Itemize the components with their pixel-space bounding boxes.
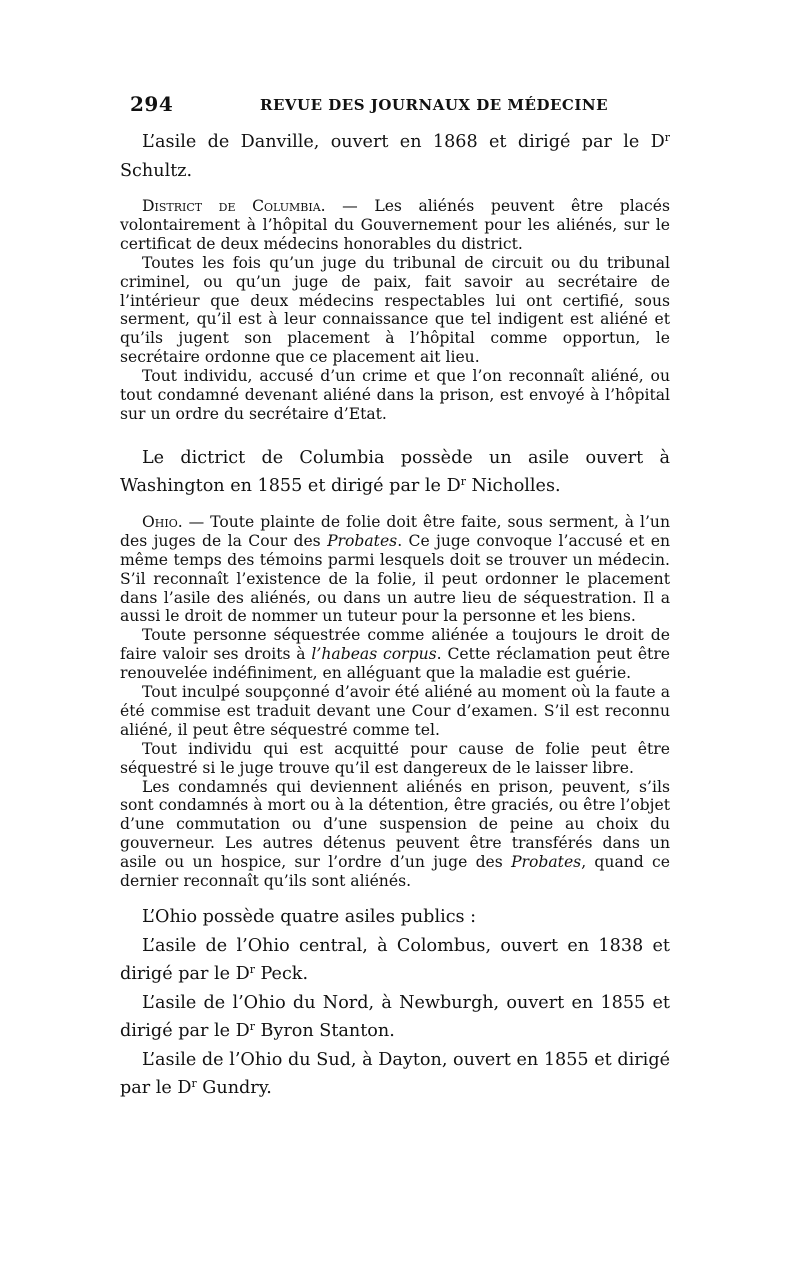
text: L’asile de l’Ohio du Sud, à Dayton, ouvert en 1855 et dirigé par le D [120, 1049, 670, 1098]
paragraph-columbia-1 [120, 197, 670, 254]
italic-text: Probates [327, 531, 398, 550]
text: Le dictrict de Columbia possède un asile ouvert à Washington en 1855 et dirigé par le D [120, 447, 670, 497]
superscript: r [191, 1077, 197, 1090]
text: L’asile de Danville, ouvert en 1868 et dirigé par le D [142, 132, 665, 152]
paragraph-ohio-5 [120, 778, 670, 891]
text: — Toute plainte de folie doit être faite, sous serment, à l’un des juges de la Cour des [120, 512, 670, 550]
superscript: r [460, 475, 466, 489]
superscript: r [249, 1020, 255, 1033]
superscript: r [249, 963, 255, 976]
text: . Cette réclamation peut être renouvelée indéfiniment, en alléguant que la maladie est guérie. [120, 645, 671, 683]
text: — Les aliénés peuvent être placés volontairement à l’hôpital du Gouvernement pour les aliénés, sur le certificat de deux médecins honorables du district. [120, 197, 670, 253]
paragraph-danville [120, 128, 670, 185]
text: Peck. [254, 964, 309, 984]
paragraph-ohio-asylums-intro: L’Ohio possède quatre asiles publics : [142, 907, 477, 927]
paragraph-columbia-asylum [120, 444, 670, 501]
paragraph-columbia-2: Toutes les fois qu’un juge du tribunal de circuit ou du tribunal criminel, ou qu’un juge de paix, fait savoir au secrétaire de l’intérieur que deux médecins respectables lui ont certifié, sous serment, qu’il est à leur connaissance que tel indigent est aliéné et qu’ils jugent son placement à l’hôpital comme opportun, le secrétaire ordonne que ce placement ait lieu. [120, 253, 670, 367]
text: . Ce juge convoque l’accusé et en même temps des témoins parmi lesquels doit se trouver un médecin. S’il reconnaît l’existence de la folie, il peut ordonner le placement dans l’asile des aliénés, ou dans un autre lieu de séquestration. Il a aussi le droit de nommer un tuteur pour la personne et les biens. [120, 531, 670, 626]
text: Gundry. [196, 1078, 272, 1098]
paragraph-asylum-central [120, 932, 670, 989]
page-header [130, 92, 670, 122]
italic-text: l’habeas corpus [311, 645, 437, 664]
text: Toute personne séquestrée comme aliénée a toujours le droit de faire valoir ses droits à [120, 626, 670, 664]
page-body [120, 128, 670, 1103]
running-title: REVUE DES JOURNAUX DE MÉDECINE [260, 96, 609, 114]
paragraph-ohio-2 [120, 626, 670, 683]
paragraph-asylum-north [120, 989, 670, 1046]
text: Les condamnés qui deviennent aliénés en prison, peuvent, s’ils sont condamnés à mort ou à la détention, être graciés, ou être l’objet d’une commutation ou d’une suspension de peine au choix du gouverneur. Les autres détenus peuvent être transférés dans un asile ou un hospice, sur l’ordre d’un juge des [120, 777, 670, 872]
paragraph-ohio-4: Tout individu qui est acquitté pour cause de folie peut être séquestré si le juge trouve qu’il est dangereux de le laisser libre. [120, 739, 670, 777]
text: L’asile de l’Ohio central, à Colombus, ouvert en 1838 et dirigé par le D [120, 935, 670, 984]
italic-text: Probates [511, 853, 582, 872]
paragraph-ohio-3: Tout inculpé soupçonné d’avoir été aliéné au moment où la faute a été commise est traduit devant une Cour d’examen. S’il est reconnu aliéné, il peut être séquestré comme tel. [120, 683, 670, 739]
section-heading-ohio: Ohio. [142, 512, 183, 531]
section-heading-columbia: District de Columbia. [142, 197, 326, 215]
paragraph-columbia-3: Tout individu, accusé d’un crime et que l’on reconnaît aliéné, ou tout condamné devenant aliéné dans la prison, est envoyé à l’hôpital sur un ordre du secrétaire d’Etat. [120, 367, 670, 423]
superscript: r [664, 131, 670, 144]
text: Schultz. [120, 160, 193, 181]
text: L’asile de l’Ohio du Nord, à Newburgh, ouvert en 1855 et dirigé par le D [120, 992, 670, 1041]
page-number: 294 [130, 92, 174, 116]
text: Byron Stanton. [254, 1021, 395, 1041]
paragraph-ohio-1 [120, 513, 670, 626]
text: Nicholles. [465, 476, 561, 497]
paragraph-asylum-south [120, 1046, 670, 1103]
text: , quand ce dernier reconnaît qu’ils sont aliénés. [120, 853, 670, 891]
